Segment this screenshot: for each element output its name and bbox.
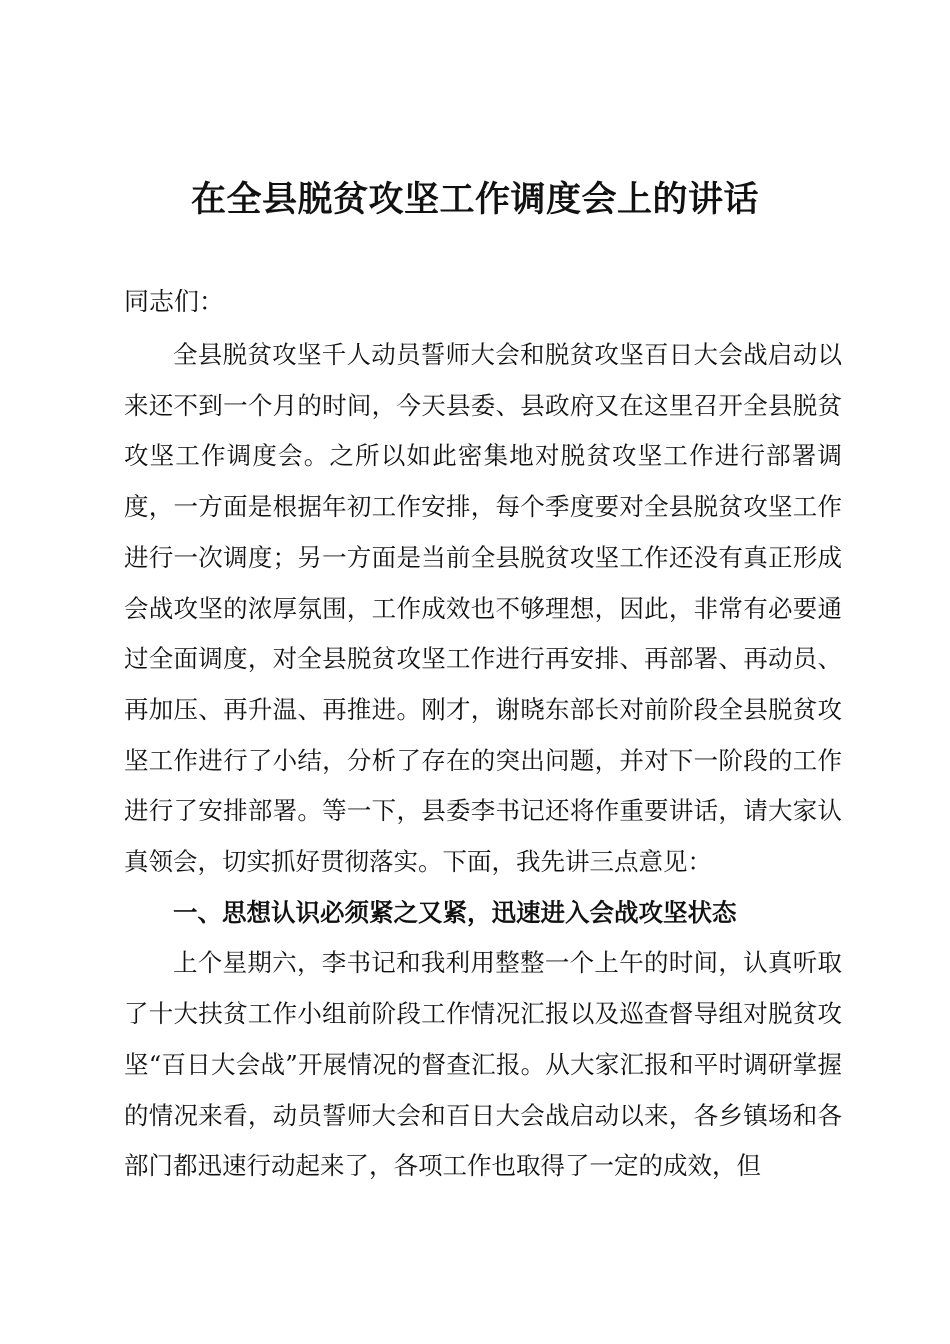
section-paragraph: 上个星期六，李书记和我利用整整一个上午的时间，认真听取了十大扶贫工作小组前阶段工作情况汇报以及巡查督导组对脱贫攻坚“百日大会战”开展情况的督查汇报。从大家汇报和平时调研掌握的情况来看，动员誓师大会和百日大会战启动以来，各乡镇场和各部门都迅速行动起来了，各项工作也取得了一定的成效，但 [124, 948, 842, 1181]
opening-paragraph: 全县脱贫攻坚千人动员誓师大会和脱贫攻坚百日大会战启动以来还不到一个月的时间，今天县委、县政府又在这里召开全县脱贫攻坚工作调度会。之所以如此密集地对脱贫攻坚工作进行部署调度，一方面是根据年初工作安排，每个季度要对全县脱贫攻坚工作进行一次调度；另一方面是当前全县脱贫攻坚工作还没有真正形成会战攻坚的浓厚氛围，工作成效也不够理想，因此，非常有必要通过全面调度，对全县脱贫攻坚工作进行再安排、再部署、再动员、再加压、再升温、再推进。刚才，谢晓东部长对前阶段全县脱贫攻坚工作进行了小结，分析了存在的突出问题，并对下一阶段的工作进行了安排部署。等一下，县委李书记还将作重要讲话，请大家认真领会，切实抓好贯彻落实。下面，我先讲三点意见： [124, 340, 842, 877]
document-body [124, 330, 842, 1192]
document-title: 在全县脱贫攻坚工作调度会上的讲话 [190, 179, 759, 220]
section-heading: 一、思想认识必须紧之又紧，迅速进入会战攻坚状态 [173, 897, 737, 927]
salutation: 同志们： [124, 287, 225, 316]
